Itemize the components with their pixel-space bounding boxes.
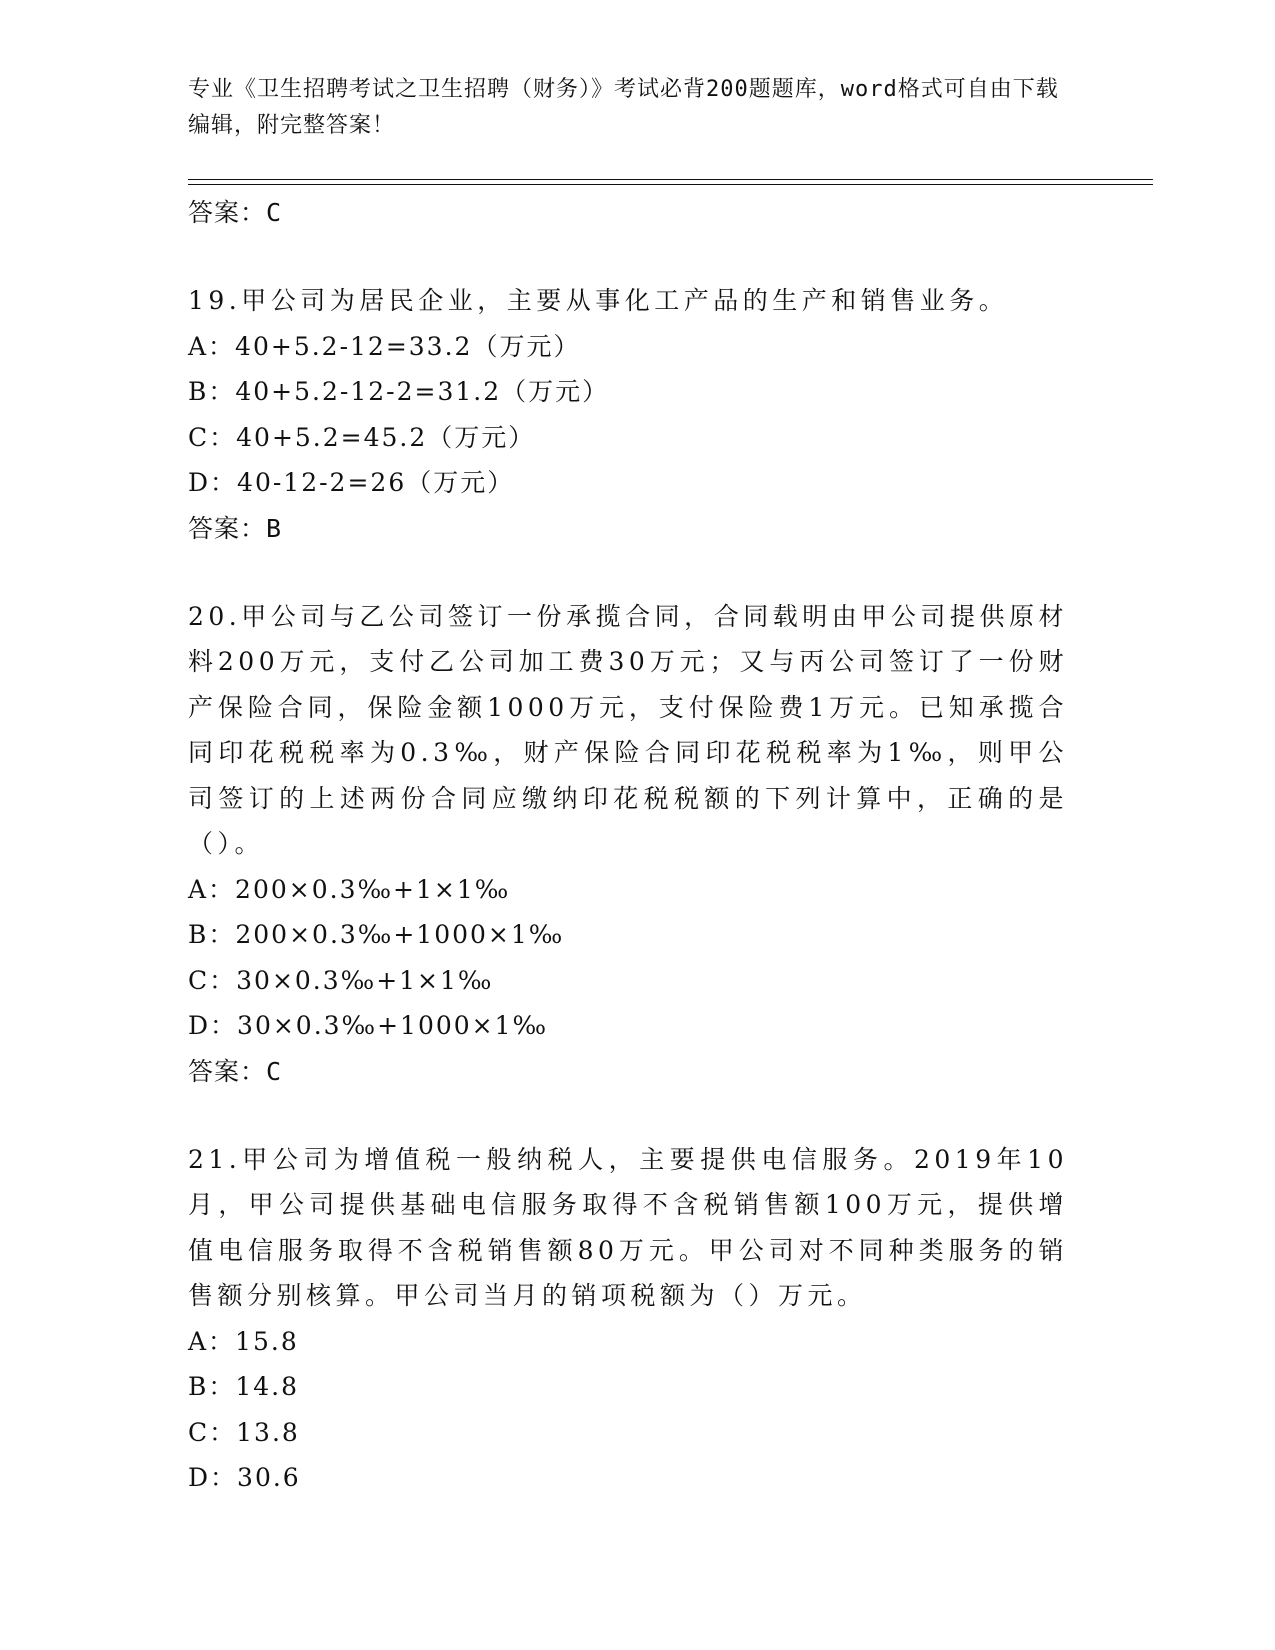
option-b: B：14.8 [188,1372,300,1401]
question-20 [188,594,1068,1094]
question-text: 20.甲公司与乙公司签订一份承揽合同，合同载明由甲公司提供原材料200万元，支付乙公司加工费30万元；又与丙公司签订了一份财产保险合同，保险金额1000万元，支付保险费1万元。已知承揽合同印花税税率为0.3‰，财产保险合同印花税税率为1‰，则甲公司签订的上述两份合同应缴纳印花税税额的下列计算中，正确的是（）。 [188,601,1068,858]
header-rule-top [188,179,1153,180]
question-21 [188,1137,1068,1501]
option-d: D：30×0.3‰+1000×1‰ [188,1011,549,1040]
option-b: B：200×0.3‰+1000×1‰ [188,920,565,949]
question-text: 19.甲公司为居民企业，主要从事化工产品的生产和销售业务。 [188,286,1009,315]
option-c: C：40+5.2=45.2（万元） [188,422,536,452]
answer: 答案：B [188,513,283,543]
option-a: A：15.8 [188,1326,299,1356]
question-text: 21.甲公司为增值税一般纳税人，主要提供电信服务。2019年10月，甲公司提供基础电信服务取得不含税销售额100万元，提供增值电信服务取得不含税销售额80万元。甲公司对不同种类服务的销售额分别核算。甲公司当月的销项税额为（）万元。 [188,1144,1068,1310]
document-header: 专业《卫生招聘考试之卫生招聘（财务）》考试必背200题题库，word格式可自由下载编辑，附完整答案！ [188,77,1059,138]
option-a: A：200×0.3‰+1×1‰ [188,874,511,904]
question-19 [188,278,1068,551]
option-a: A：40+5.2-12=33.2（万元） [188,331,581,361]
option-b: B：40+5.2-12-2=31.2（万元） [188,377,610,406]
option-c: C：30×0.3‰+1×1‰ [188,965,494,995]
option-c: C：13.8 [188,1417,300,1447]
answer: 答案：C [188,1056,283,1086]
header-rule-bottom [188,184,1153,185]
option-d: D：40-12-2=26（万元） [188,468,515,497]
previous-answer: 答案：C [188,198,283,227]
option-d: D：30.6 [188,1463,301,1492]
question-list [188,190,1068,1501]
